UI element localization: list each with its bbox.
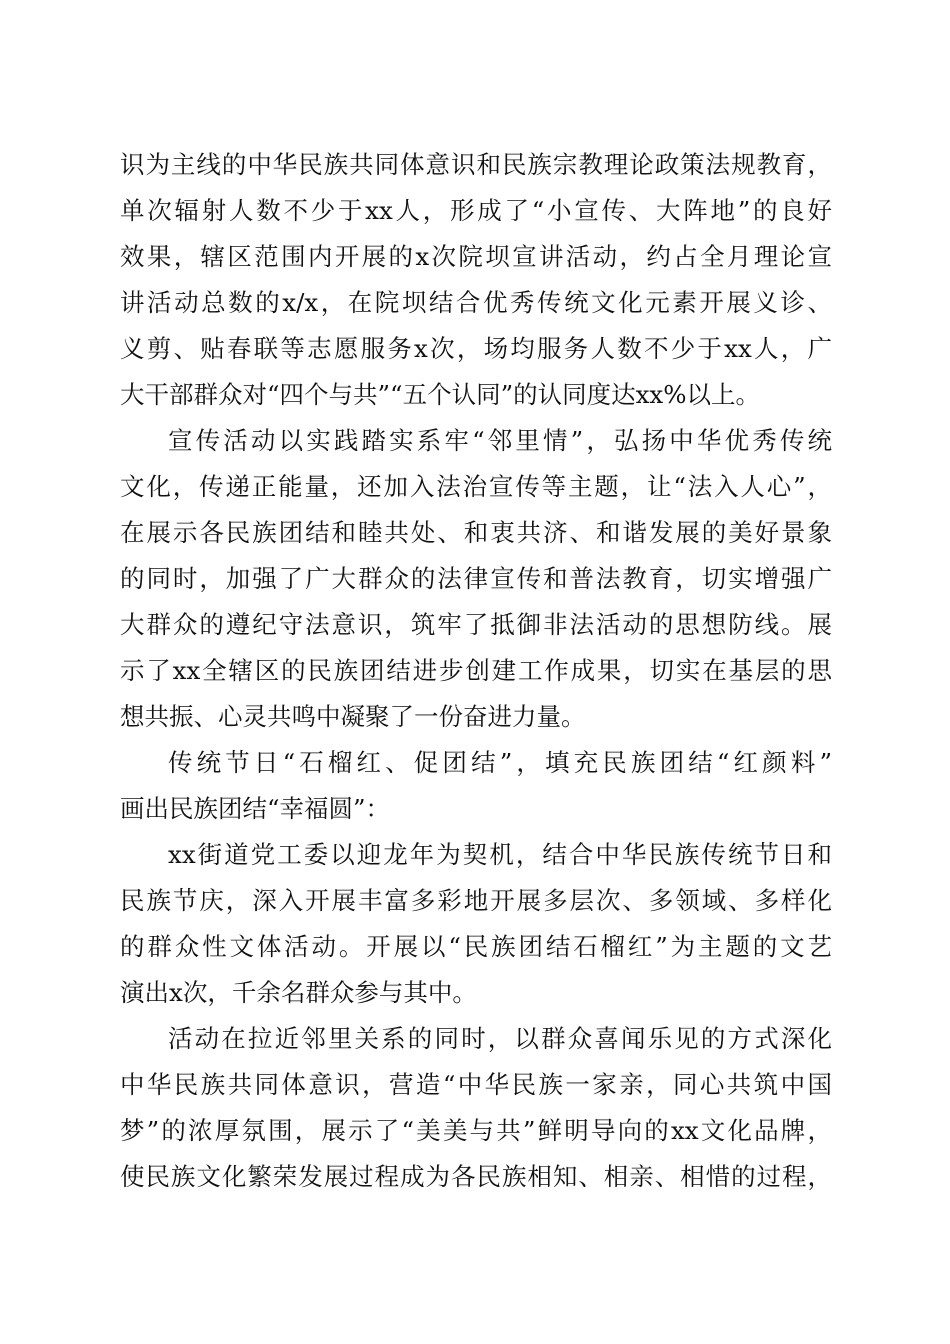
text-line: 义剪、贴春联等志愿服务x次，场均服务人数不少于xx人，广 [120,334,832,363]
text-line: 大干部群众对“四个与共”“五个认同”的认同度达xx%以上。 [120,380,761,409]
text-line: 的同时，加强了广大群众的法律宣传和普法教育，切实增强广 [120,564,832,593]
paragraph-first-line: 宣传活动以实践踏实系牢“邻里情”，弘扬中华优秀传统 [168,426,832,455]
text-line: 识为主线的中华民族共同体意识和民族宗教理论政策法规教育， [120,150,832,179]
text-line: 效果，辖区范围内开展的x次院坝宣讲活动，约占全月理论宣 [120,242,832,271]
text-line: 民族节庆，深入开展丰富多彩地开展多层次、多领域、多样化 [120,886,832,915]
text-line: 示了xx全辖区的民族团结进步创建工作成果，切实在基层的思 [120,656,832,685]
text-line: 使民族文化繁荣发展过程成为各民族相知、相亲、相惜的过程， [120,1162,832,1191]
paragraph-first-line: 活动在拉近邻里关系的同时，以群众喜闻乐见的方式深化 [168,1024,832,1053]
text-line: 演出x次，千余名群众参与其中。 [120,978,477,1007]
text-line: 的群众性文体活动。开展以“民族团结石榴红”为主题的文艺 [120,932,832,961]
section-heading-line: 画出民族团结“幸福圆”： [120,794,391,823]
text-line: 想共振、心灵共鸣中凝聚了一份奋进力量。 [120,702,586,731]
text-line: 中华民族共同体意识，营造“中华民族一家亲，同心共筑中国 [120,1070,832,1099]
section-heading-line: 传统节日“石榴红、促团结”，填充民族团结“红颜料” [168,748,832,777]
text-line: 单次辐射人数不少于xx人，形成了“小宣传、大阵地”的良好 [120,196,832,225]
text-line: 梦”的浓厚氛围，展示了“美美与共”鲜明导向的xx文化品牌， [120,1116,832,1145]
text-line: 在展示各民族团结和睦共处、和衷共济、和谐发展的美好景象 [120,518,832,547]
text-line: 讲活动总数的x/x，在院坝结合优秀传统文化元素开展义诊、 [120,288,832,317]
paragraph-first-line: xx街道党工委以迎龙年为契机，结合中华民族传统节日和 [168,840,832,869]
text-line: 大群众的遵纪守法意识，筑牢了抵御非法活动的思想防线。展 [120,610,832,639]
text-line: 文化，传递正能量，还加入法治宣传等主题，让“法入人心”， [120,472,832,501]
